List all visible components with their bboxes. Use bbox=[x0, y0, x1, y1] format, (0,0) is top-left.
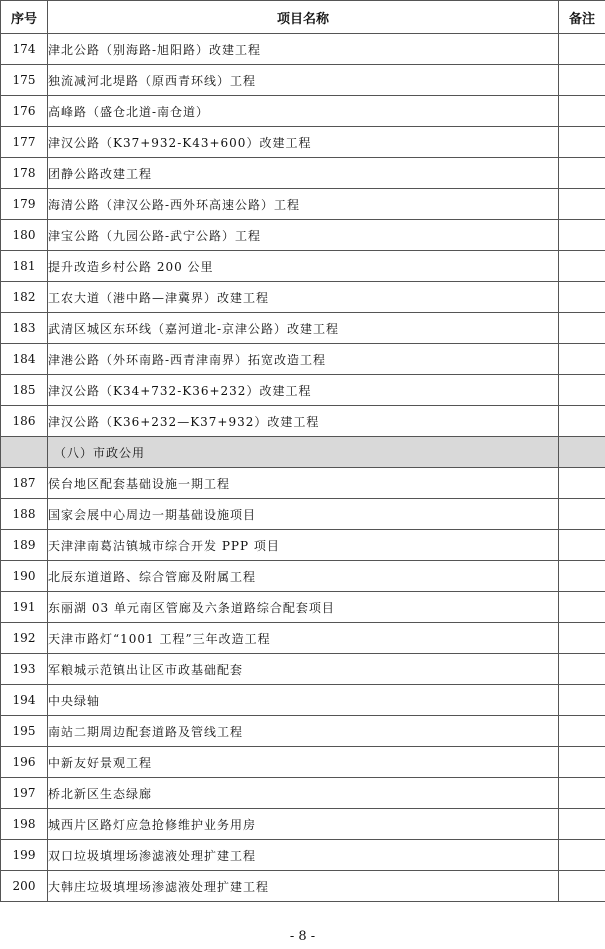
table-row bbox=[1, 189, 605, 220]
project-name-cell: 军粮城示范镇出让区市政基础配套 bbox=[48, 654, 559, 685]
remarks-cell bbox=[559, 34, 605, 65]
project-name-cell: 津汉公路（K37+932-K43+600）改建工程 bbox=[48, 127, 559, 158]
project-name-cell: 津宝公路（九园公路-武宁公路）工程 bbox=[48, 220, 559, 251]
project-name-cell: 天津市路灯“1001 工程”三年改造工程 bbox=[48, 623, 559, 654]
serial-cell: 177 bbox=[1, 127, 48, 158]
section-row bbox=[1, 437, 605, 468]
table-row bbox=[1, 158, 605, 189]
project-name-cell: 中央绿轴 bbox=[48, 685, 559, 716]
project-name-cell: 津北公路（别海路-旭阳路）改建工程 bbox=[48, 34, 559, 65]
remarks-cell bbox=[559, 747, 605, 778]
table-row bbox=[1, 747, 605, 778]
table-row bbox=[1, 809, 605, 840]
table-row bbox=[1, 468, 605, 499]
page-number: - 8 - bbox=[289, 929, 316, 944]
serial-cell bbox=[1, 437, 48, 468]
remarks-cell bbox=[559, 623, 605, 654]
serial-cell: 192 bbox=[1, 623, 48, 654]
serial-cell: 194 bbox=[1, 685, 48, 716]
project-name-cell: 津汉公路（K36+232—K37+932）改建工程 bbox=[48, 406, 559, 437]
table-row bbox=[1, 65, 605, 96]
table-row bbox=[1, 623, 605, 654]
remarks-cell bbox=[559, 716, 605, 747]
remarks-cell bbox=[559, 65, 605, 96]
remarks-cell bbox=[559, 778, 605, 809]
remarks-cell bbox=[559, 96, 605, 127]
table-row bbox=[1, 406, 605, 437]
serial-cell: 178 bbox=[1, 158, 48, 189]
serial-cell: 179 bbox=[1, 189, 48, 220]
remarks-cell bbox=[559, 189, 605, 220]
table-row bbox=[1, 220, 605, 251]
remarks-cell bbox=[559, 561, 605, 592]
remarks-cell bbox=[559, 809, 605, 840]
serial-cell: 174 bbox=[1, 34, 48, 65]
remarks-cell bbox=[559, 375, 605, 406]
project-name-cell: 桥北新区生态绿廊 bbox=[48, 778, 559, 809]
table-body bbox=[1, 34, 605, 902]
remarks-cell bbox=[559, 654, 605, 685]
table-row bbox=[1, 654, 605, 685]
table-row bbox=[1, 344, 605, 375]
table-row bbox=[1, 313, 605, 344]
project-name-cell: 北辰东道道路、综合管廊及附属工程 bbox=[48, 561, 559, 592]
table-row bbox=[1, 34, 605, 65]
header-serial: 序号 bbox=[1, 1, 48, 34]
serial-cell: 186 bbox=[1, 406, 48, 437]
remarks-cell bbox=[559, 406, 605, 437]
project-name-cell: 独流减河北堤路（原西青环线）工程 bbox=[48, 65, 559, 96]
remarks-cell bbox=[559, 840, 605, 871]
remarks-cell bbox=[559, 871, 605, 902]
project-name-cell: 南站二期周边配套道路及管线工程 bbox=[48, 716, 559, 747]
remarks-cell bbox=[559, 437, 605, 468]
table-row bbox=[1, 282, 605, 313]
project-name-cell: 国家会展中心周边一期基础设施项目 bbox=[48, 499, 559, 530]
project-name-cell: 津汉公路（K34+732-K36+232）改建工程 bbox=[48, 375, 559, 406]
project-name-cell: （八）市政公用 bbox=[48, 437, 559, 468]
remarks-cell bbox=[559, 282, 605, 313]
serial-cell: 175 bbox=[1, 65, 48, 96]
remarks-cell bbox=[559, 158, 605, 189]
table-row bbox=[1, 778, 605, 809]
serial-cell: 187 bbox=[1, 468, 48, 499]
serial-cell: 182 bbox=[1, 282, 48, 313]
serial-cell: 176 bbox=[1, 96, 48, 127]
serial-cell: 180 bbox=[1, 220, 48, 251]
project-name-cell: 团静公路改建工程 bbox=[48, 158, 559, 189]
remarks-cell bbox=[559, 344, 605, 375]
remarks-cell bbox=[559, 468, 605, 499]
project-name-cell: 城西片区路灯应急抢修维护业务用房 bbox=[48, 809, 559, 840]
header-project-name: 项目名称 bbox=[48, 1, 559, 34]
table-row bbox=[1, 561, 605, 592]
table-row bbox=[1, 840, 605, 871]
remarks-cell bbox=[559, 530, 605, 561]
project-name-cell: 天津津南葛沽镇城市综合开发 PPP 项目 bbox=[48, 530, 559, 561]
serial-cell: 193 bbox=[1, 654, 48, 685]
project-name-cell: 大韩庄垃圾填埋场渗滤液处理扩建工程 bbox=[48, 871, 559, 902]
project-name-cell: 高峰路（盛仓北道-南仓道） bbox=[48, 96, 559, 127]
serial-cell: 197 bbox=[1, 778, 48, 809]
remarks-cell bbox=[559, 313, 605, 344]
serial-cell: 199 bbox=[1, 840, 48, 871]
serial-cell: 196 bbox=[1, 747, 48, 778]
serial-cell: 183 bbox=[1, 313, 48, 344]
header-remarks: 备注 bbox=[559, 1, 605, 34]
table-row bbox=[1, 871, 605, 902]
table-row bbox=[1, 530, 605, 561]
remarks-cell bbox=[559, 127, 605, 158]
project-name-cell: 双口垃圾填埋场渗滤液处理扩建工程 bbox=[48, 840, 559, 871]
project-name-cell: 武清区城区东环线（嘉河道北-京津公路）改建工程 bbox=[48, 313, 559, 344]
project-name-cell: 津港公路（外环南路-西青津南界）拓宽改造工程 bbox=[48, 344, 559, 375]
serial-cell: 189 bbox=[1, 530, 48, 561]
serial-cell: 181 bbox=[1, 251, 48, 282]
table-row bbox=[1, 716, 605, 747]
remarks-cell bbox=[559, 220, 605, 251]
serial-cell: 190 bbox=[1, 561, 48, 592]
serial-cell: 195 bbox=[1, 716, 48, 747]
remarks-cell bbox=[559, 685, 605, 716]
remarks-cell bbox=[559, 592, 605, 623]
serial-cell: 185 bbox=[1, 375, 48, 406]
table-row bbox=[1, 685, 605, 716]
table-row bbox=[1, 499, 605, 530]
table-row bbox=[1, 127, 605, 158]
remarks-cell bbox=[559, 499, 605, 530]
project-name-cell: 海清公路（津汉公路-西外环高速公路）工程 bbox=[48, 189, 559, 220]
remarks-cell bbox=[559, 251, 605, 282]
table-row bbox=[1, 96, 605, 127]
serial-cell: 191 bbox=[1, 592, 48, 623]
project-name-cell: 中新友好景观工程 bbox=[48, 747, 559, 778]
project-name-cell: 提升改造乡村公路 200 公里 bbox=[48, 251, 559, 282]
table-row bbox=[1, 251, 605, 282]
serial-cell: 184 bbox=[1, 344, 48, 375]
project-name-cell: 工农大道（港中路—津冀界）改建工程 bbox=[48, 282, 559, 313]
project-name-cell: 东丽湖 03 单元南区管廊及六条道路综合配套项目 bbox=[48, 592, 559, 623]
table-row bbox=[1, 592, 605, 623]
serial-cell: 200 bbox=[1, 871, 48, 902]
serial-cell: 198 bbox=[1, 809, 48, 840]
table-row bbox=[1, 375, 605, 406]
serial-cell: 188 bbox=[1, 499, 48, 530]
table-header-row bbox=[1, 1, 605, 34]
project-name-cell: 侯台地区配套基础设施一期工程 bbox=[48, 468, 559, 499]
